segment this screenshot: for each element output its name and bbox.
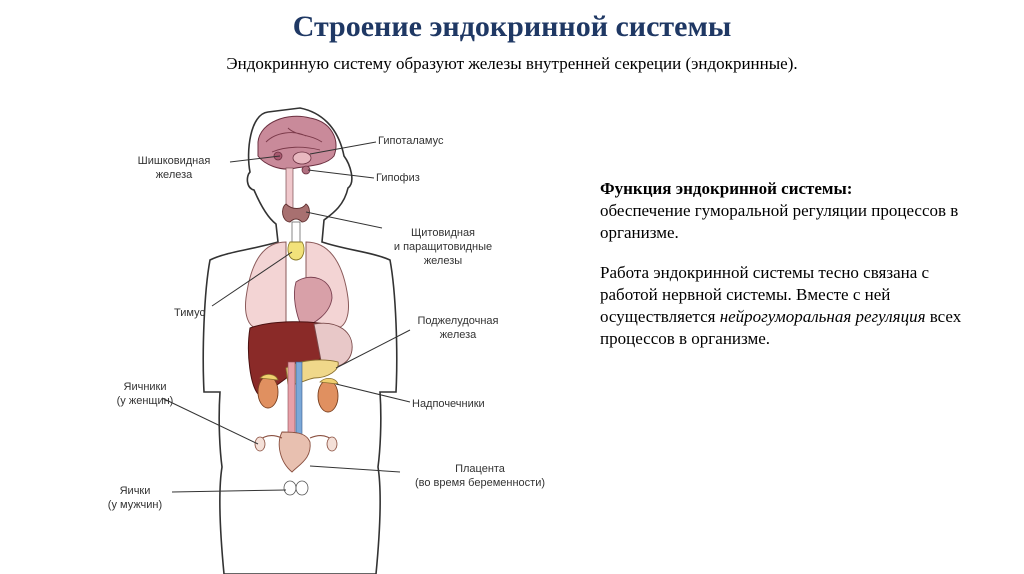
testes-label: Яички (у мужчин) xyxy=(107,485,163,511)
thymus-shape xyxy=(288,242,304,260)
function-paragraph xyxy=(600,178,980,244)
hypothalamus-label: Гипоталамус xyxy=(378,135,444,147)
left-kidney-shape xyxy=(258,376,278,408)
ovaries-label: Яичники (у женщин) xyxy=(116,381,174,407)
pancreas-label: Поджелудочная железа xyxy=(417,315,499,341)
left-ovary-shape xyxy=(255,437,265,451)
left-testis-shape xyxy=(284,481,296,495)
description-block xyxy=(600,178,980,368)
pituitary-label: Гипофиз xyxy=(376,172,420,184)
slide-subtitle: Эндокринную систему образуют железы внутренней секреции (эндокринные). xyxy=(226,54,798,73)
thyroid-label: Щитовидная и паращитовидные железы xyxy=(393,227,493,267)
right-testis-shape xyxy=(296,481,308,495)
function-body: обеспечение гуморальной регуляции процессов в организме. xyxy=(600,201,959,242)
placenta-label: Плацента (во время беременности) xyxy=(414,463,546,489)
adrenals-label: Надпочечники xyxy=(412,398,485,410)
pineal-label: Шишковидная железа xyxy=(137,155,211,181)
right-kidney-shape xyxy=(318,380,338,412)
function-heading: Функция эндокринной системы: xyxy=(600,179,853,198)
endocrine-diagram xyxy=(100,92,570,574)
hypothalamus-shape xyxy=(293,152,311,164)
right-ovary-shape xyxy=(327,437,337,451)
slide-title: Строение эндокринной системы xyxy=(292,10,732,43)
thymus-label: Тимус xyxy=(174,307,205,319)
work-paragraph: Работа эндокринной системы тесно связана с работой нервной системы. Вместе с ней осуществляется нейрогуморальная регуляция всех процессов в организме. xyxy=(600,263,962,348)
neurohumoral-term: нейрогуморальная регуляция xyxy=(719,307,926,326)
